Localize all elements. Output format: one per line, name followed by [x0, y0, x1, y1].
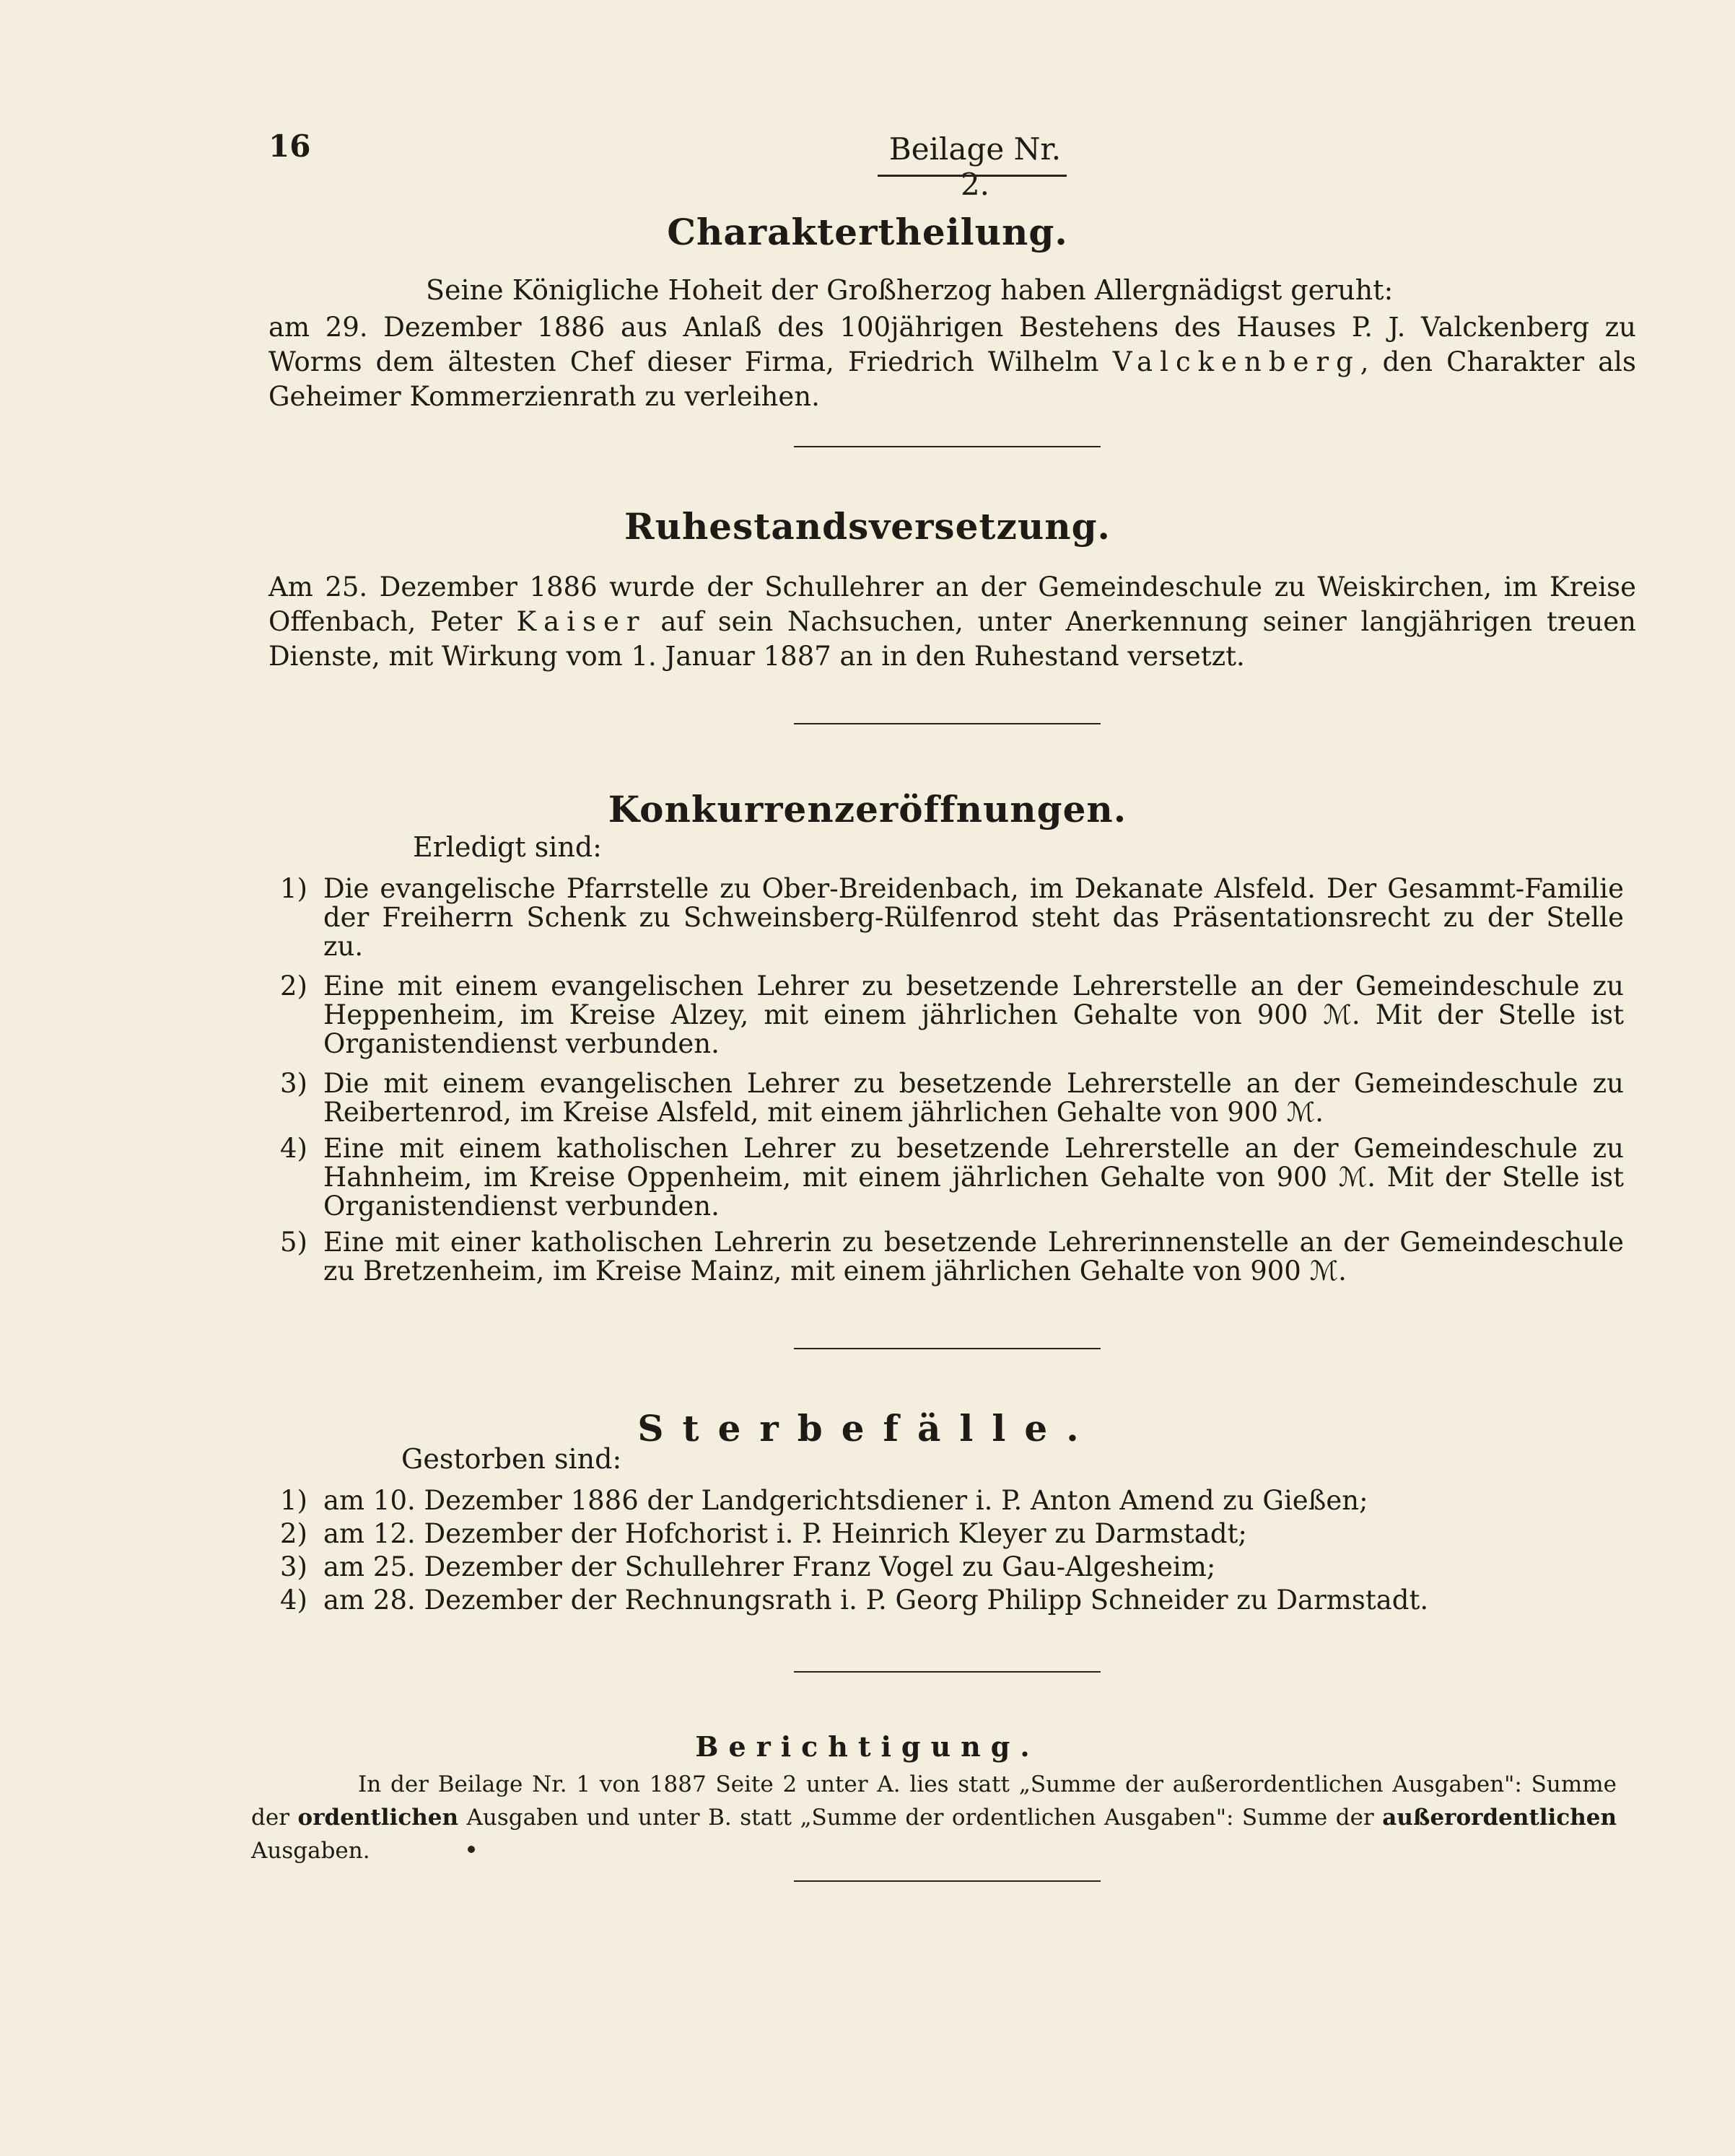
list-item: 3) Die mit einem evangelischen Lehrer zu besetzende Lehrerstelle an der Gemeindeschule zu Reibertenrod, im Kreise Alsfeld, mit einem jährlichen Gehalte von 900 ℳ.: [280, 1068, 1624, 1128]
list-item: 5) Eine mit einer katholischen Lehrerin zu besetzende Lehrerinnenstelle an der Gemeindeschule zu Bretzenheim, im Kreise Mainz, mit einem jährlichen Gehalte von 900 ℳ.: [280, 1227, 1624, 1287]
list-item: 3) am 25. Dezember der Schullehrer Franz Vogel zu Gau-Algesheim;: [280, 1551, 1216, 1582]
section-divider: [794, 1348, 1101, 1349]
list-item: 1) Die evangelische Pfarrstelle zu Ober-Breidenbach, im Dekanate Alsfeld. Der Gesammt-Familie der Freiherrn Schenk zu Schweinsberg-Rülfenrod steht das Präsentationsrecht zu der Stelle zu.: [280, 873, 1624, 962]
section-divider: [794, 1671, 1101, 1673]
section-title-charakter: Charaktertheilung.: [667, 211, 1068, 253]
section-divider: [794, 446, 1101, 447]
list-item: 4) am 28. Dezember der Rechnungsrath i. P. Georg Philipp Schneider zu Darmstadt.: [280, 1585, 1429, 1616]
sterbefaelle-intro: Gestorben sind:: [401, 1443, 622, 1475]
section-title-konkurrenz: Konkurrenzeröffnungen.: [608, 788, 1127, 831]
list-item: 1) am 10. Dezember 1886 der Landgerichtsdiener i. P. Anton Amend zu Gießen;: [280, 1485, 1368, 1516]
section-title-sterbefaelle: Sterbefälle.: [637, 1407, 1098, 1450]
person-name: Kaiser: [516, 606, 647, 637]
list-item: 4) Eine mit einem katholischen Lehrer zu besetzende Lehrerstelle an der Gemeindeschule zu Hahnheim, im Kreise Oppenheim, mit einem jährlichen Gehalte von 900 ℳ. Mit der Stelle ist Organistendienst verbunden.: [280, 1133, 1624, 1222]
ruhestand-paragraph: Am 25. Dezember 1886 wurde der Schullehrer an der Gemeindeschule zu Weiskirchen, im Kreise Offenbach, Peter Kaiser auf sein Nachsuchen, unter Anerkennung seiner langjährigen treuen Dienste, mit Wirkung vom 1. Januar 1887 an in den Ruhestand versetzt.: [268, 571, 1637, 672]
page-header-title: Beilage Nr. 2.: [888, 131, 1062, 202]
section-divider: [794, 723, 1101, 724]
berichtigung-paragraph: In der Beilage Nr. 1 von 1887 Seite 2 unter A. lies statt „Summe der außerordentlichen Ausgaben": Summe der ordentlichen Ausgaben und unter B. statt „Summe der ordentlichen Ausgaben": Summe der außerordentlichen Ausgaben.: [251, 1771, 1617, 1864]
list-item: 2) am 12. Dezember der Hofchorist i. P. Heinrich Kleyer zu Darmstadt;: [280, 1518, 1247, 1549]
charakter-intro: Seine Königliche Hoheit der Großherzog haben Allergnädigst geruht:: [426, 274, 1394, 306]
charakter-paragraph: am 29. Dezember 1886 aus Anlaß des 100jährigen Bestehens des Hauses P. J. Valckenberg zu Worms dem ältesten Chef dieser Firma, Friedrich Wilhelm Valckenberg, den Charakter als Geheimer Kommerzienrath zu verleihen.: [268, 312, 1636, 412]
header-rule: [878, 175, 1067, 177]
section-title-berichtigung: Berichtigung.: [695, 1730, 1040, 1763]
section-divider: [794, 1880, 1101, 1882]
list-item: 2) Eine mit einem evangelischen Lehrer zu besetzende Lehrerstelle an der Gemeindeschule zu Heppenheim, im Kreise Alzey, mit einem jährlichen Gehalte von 900 ℳ. Mit der Stelle ist Organistendienst verbunden.: [280, 970, 1624, 1059]
page-number: 16: [268, 128, 311, 164]
section-title-ruhestand: Ruhestandsversetzung.: [624, 505, 1111, 548]
ink-spot: [468, 1846, 475, 1853]
konkurrenz-intro: Erledigt sind:: [413, 831, 602, 863]
person-name: Valckenberg: [1112, 346, 1360, 377]
